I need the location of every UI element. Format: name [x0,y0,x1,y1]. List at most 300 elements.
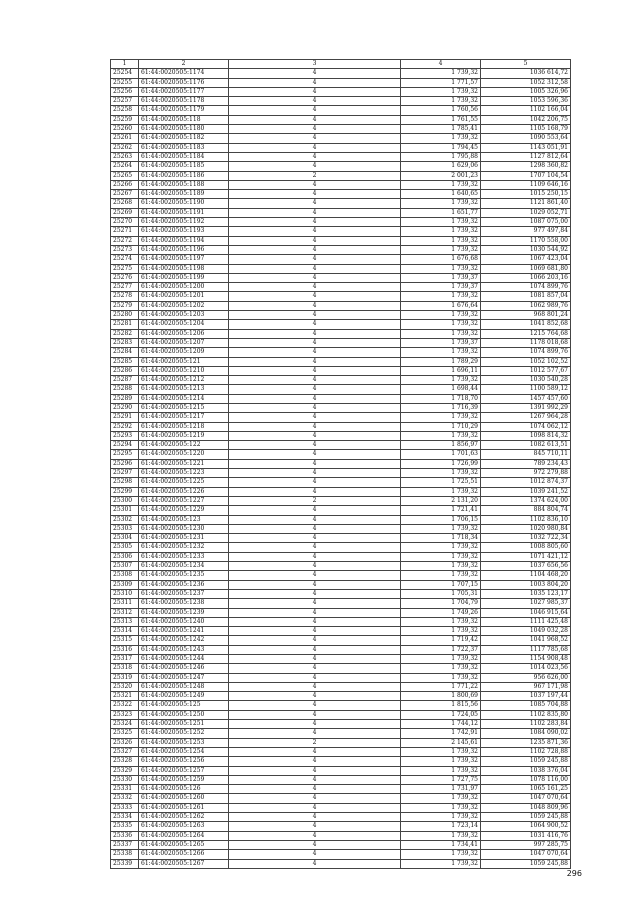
table-cell: 1 739,32 [401,431,481,440]
table-header-row [111,60,571,69]
table-row [111,245,571,254]
table-cell: 1035 123,17 [481,589,571,598]
table-cell: 4 [229,775,401,784]
table-cell: 4 [229,134,401,143]
table-cell: 1121 861,40 [481,199,571,208]
table-cell: 25276 [111,273,139,282]
table-cell: 61:44:0020505:1217 [139,413,229,422]
table-row [111,608,571,617]
table-cell: 1041 852,68 [481,320,571,329]
table-row [111,720,571,729]
table-cell: 1 719,42 [401,636,481,645]
table-cell: 1 739,32 [401,376,481,385]
table-row [111,218,571,227]
table-cell: 25313 [111,617,139,626]
table-cell: 61:44:0020505:1250 [139,710,229,719]
table-cell: 61:44:0020505:1246 [139,664,229,673]
table-cell: 4 [229,348,401,357]
table-cell: 4 [229,106,401,115]
table-cell: 4 [229,757,401,766]
table-cell: 61:44:0020505:1182 [139,134,229,143]
table-cell: 61:44:0020505:1232 [139,543,229,552]
table-cell: 1102 728,88 [481,747,571,756]
table-row [111,664,571,673]
table-cell: 25314 [111,627,139,636]
table-row [111,403,571,412]
table-cell: 25254 [111,69,139,78]
table-cell: 1100 589,12 [481,385,571,394]
table-cell: 61:44:0020505:1239 [139,608,229,617]
table-cell: 25278 [111,292,139,301]
table-cell: 1 739,37 [401,273,481,282]
table-row [111,487,571,496]
table-cell: 1 739,37 [401,338,481,347]
table-cell: 25322 [111,701,139,710]
table-cell: 4 [229,320,401,329]
table-cell: 61:44:0020505:1240 [139,617,229,626]
table-cell: 1047 070,64 [481,850,571,859]
table-row [111,747,571,756]
table-cell: 61:44:0020505:1188 [139,180,229,189]
table-row [111,589,571,598]
table-cell: 4 [229,813,401,822]
table-row [111,301,571,310]
table-cell: 4 [229,822,401,831]
table-cell: 1 739,32 [401,524,481,533]
table-cell: 4 [229,692,401,701]
table-cell: 1 696,11 [401,366,481,375]
table-cell: 61:44:0020505:1200 [139,283,229,292]
table-cell: 1066 203,16 [481,273,571,282]
table-cell: 25262 [111,143,139,152]
table-cell: 25316 [111,645,139,654]
table-cell: 61:44:0020505:1223 [139,469,229,478]
table-cell: 25332 [111,794,139,803]
table-cell: 61:44:0020505:118 [139,115,229,124]
table-row [111,283,571,292]
table-cell: 1090 553,64 [481,134,571,143]
table-cell: 25301 [111,506,139,515]
table-cell: 4 [229,403,401,412]
table-cell: 1 701,63 [401,450,481,459]
table-cell: 25308 [111,571,139,580]
table-cell: 4 [229,562,401,571]
table-cell: 61:44:0020505:1176 [139,78,229,87]
table-cell: 61:44:0020505:1251 [139,720,229,729]
table-cell: 1078 116,00 [481,775,571,784]
table-cell: 61:44:0020505:1248 [139,682,229,691]
table-cell: 61:44:0020505:1204 [139,320,229,329]
table-cell: 4 [229,218,401,227]
table-row [111,190,571,199]
table-cell: 2 [229,496,401,505]
table-cell: 61:44:0020505:1203 [139,311,229,320]
table-cell: 4 [229,478,401,487]
table-row [111,840,571,849]
table-cell: 25291 [111,413,139,422]
table-cell: 61:44:0020505:1256 [139,757,229,766]
table-cell: 4 [229,459,401,468]
table-cell: 61:44:0020505:1174 [139,69,229,78]
table-cell: 4 [229,338,401,347]
table-cell: 1074 899,76 [481,348,571,357]
table-cell: 25323 [111,710,139,719]
table-cell: 4 [229,273,401,282]
table-cell: 1104 468,20 [481,571,571,580]
table-cell: 61:44:0020505:1247 [139,673,229,682]
table-cell: 967 171,98 [481,682,571,691]
table-cell: 1037 656,56 [481,562,571,571]
table-cell: 1 856,97 [401,441,481,450]
table-cell: 1 795,88 [401,152,481,161]
table-cell: 1 739,32 [401,655,481,664]
table-cell: 4 [229,729,401,738]
table-cell: 61:44:0020505:1191 [139,208,229,217]
table-cell: 1029 052,71 [481,208,571,217]
table-cell: 4 [229,785,401,794]
table-cell: 4 [229,794,401,803]
table-cell: 4 [229,710,401,719]
table-row [111,524,571,533]
table-cell: 4 [229,803,401,812]
table-cell: 25312 [111,608,139,617]
table-cell: 1036 614,72 [481,69,571,78]
table-cell: 1102 283,84 [481,720,571,729]
table-cell: 1085 704,88 [481,701,571,710]
table-row [111,469,571,478]
table-row [111,348,571,357]
table-cell: 25296 [111,459,139,468]
table-cell: 1 739,32 [401,850,481,859]
table-row [111,255,571,264]
table-cell: 1 739,32 [401,766,481,775]
table-row [111,329,571,338]
table-row [111,292,571,301]
table-cell: 1038 376,04 [481,766,571,775]
table-cell: 4 [229,664,401,673]
table-cell: 1 718,70 [401,394,481,403]
table-cell: 1081 857,04 [481,292,571,301]
table-cell: 2 145,61 [401,738,481,747]
table-cell: 4 [229,357,401,366]
table-cell: 25289 [111,394,139,403]
table-row [111,766,571,775]
table-cell: 4 [229,850,401,859]
table-cell: 25298 [111,478,139,487]
table-cell: 61:44:0020505:1214 [139,394,229,403]
table-cell: 61:44:0020505:1260 [139,794,229,803]
table-cell: 1 739,32 [401,571,481,580]
table-cell: 25273 [111,245,139,254]
table-cell: 61:44:0020505:126 [139,785,229,794]
table-cell: 25324 [111,720,139,729]
table-cell: 25266 [111,180,139,189]
table-cell: 1 739,32 [401,227,481,236]
table-row [111,134,571,143]
table-row [111,599,571,608]
table-cell: 1 739,32 [401,292,481,301]
table-cell: 1008 805,60 [481,543,571,552]
table-cell: 1020 980,84 [481,524,571,533]
table-cell: 25315 [111,636,139,645]
table-row [111,236,571,245]
table-row [111,803,571,812]
table-cell: 25339 [111,859,139,868]
table-cell: 1 739,32 [401,813,481,822]
table-cell: 4 [229,701,401,710]
table-cell: 61:44:0020505:1257 [139,766,229,775]
table-row [111,180,571,189]
table-cell: 1 734,41 [401,840,481,849]
table-row [111,311,571,320]
table-cell: 2 [229,738,401,747]
table-cell: 1 742,91 [401,729,481,738]
table-cell: 1039 241,52 [481,487,571,496]
table-cell: 1178 018,68 [481,338,571,347]
table-cell: 4 [229,199,401,208]
table-cell: 1064 900,52 [481,822,571,831]
table-cell: 61:44:0020505:1186 [139,171,229,180]
table-cell: 884 804,74 [481,506,571,515]
table-cell: 61:44:0020505:1231 [139,534,229,543]
table-cell: 25287 [111,376,139,385]
table-cell: 1030 540,28 [481,376,571,385]
table-cell: 1 739,32 [401,236,481,245]
table-cell: 4 [229,599,401,608]
table-body [111,60,571,869]
table-row [111,357,571,366]
table-cell: 4 [229,469,401,478]
table-row [111,673,571,682]
table-cell: 1 676,64 [401,301,481,310]
table-cell: 1 676,68 [401,255,481,264]
table-cell: 25292 [111,422,139,431]
table-cell: 4 [229,441,401,450]
table-cell: 61:44:0020505:1177 [139,87,229,96]
table-cell: 61:44:0020505:1234 [139,562,229,571]
page-number: 296 [566,869,582,878]
table-cell: 997 285,75 [481,840,571,849]
data-table-container [110,59,570,869]
table-cell: 1003 804,20 [481,580,571,589]
table-cell: 25305 [111,543,139,552]
table-cell: 1 739,32 [401,218,481,227]
table-cell: 4 [229,152,401,161]
table-cell: 1 739,32 [401,552,481,561]
table-cell: 61:44:0020505:1253 [139,738,229,747]
table-cell: 61:44:0020505:1259 [139,775,229,784]
table-cell: 4 [229,115,401,124]
table-cell: 25270 [111,218,139,227]
table-cell: 25311 [111,599,139,608]
table-cell: 1 739,32 [401,617,481,626]
table-cell: 4 [229,301,401,310]
table-cell: 25282 [111,329,139,338]
table-cell: 1235 871,36 [481,738,571,747]
table-cell: 1105 168,79 [481,125,571,134]
table-row [111,171,571,180]
table-cell: 61:44:0020505:1199 [139,273,229,282]
table-cell: 61:44:0020505:1252 [139,729,229,738]
table-cell: 1 749,26 [401,608,481,617]
table-cell: 1 629,06 [401,162,481,171]
table-cell: 61:44:0020505:1193 [139,227,229,236]
table-row [111,543,571,552]
table-cell: 4 [229,311,401,320]
table-row [111,143,571,152]
table-cell: 25300 [111,496,139,505]
table-cell: 25304 [111,534,139,543]
table-cell: 1 698,44 [401,385,481,394]
table-cell: 4 [229,143,401,152]
table-cell: 1117 785,68 [481,645,571,654]
table-cell: 4 [229,385,401,394]
table-cell: 61:44:0020505:1266 [139,850,229,859]
table-cell: 4 [229,840,401,849]
table-cell: 61:44:0020505:1197 [139,255,229,264]
table-row [111,710,571,719]
table-cell: 25331 [111,785,139,794]
table-cell: 4 [229,571,401,580]
table-row [111,562,571,571]
table-cell: 4 [229,720,401,729]
table-cell: 1048 809,96 [481,803,571,812]
table-cell: 25277 [111,283,139,292]
table-cell: 4 [229,534,401,543]
table-cell: 1052 312,58 [481,78,571,87]
table-cell: 1707 104,54 [481,171,571,180]
table-cell: 25318 [111,664,139,673]
table-cell: 25302 [111,515,139,524]
table-cell: 1 739,32 [401,747,481,756]
table-cell: 1084 090,02 [481,729,571,738]
table-row [111,394,571,403]
table-cell: 25288 [111,385,139,394]
table-cell: 1 739,32 [401,329,481,338]
table-cell: 1 761,55 [401,115,481,124]
table-cell: 1098 814,32 [481,431,571,440]
table-cell: 4 [229,831,401,840]
table-cell: 25281 [111,320,139,329]
table-cell: 61:44:0020505:1230 [139,524,229,533]
table-row [111,78,571,87]
table-cell: 25317 [111,655,139,664]
table-cell: 1012 874,37 [481,478,571,487]
table-cell: 4 [229,608,401,617]
table-row [111,97,571,106]
table-row [111,162,571,171]
table-cell: 61:44:0020505:1192 [139,218,229,227]
table-cell: 25334 [111,813,139,822]
table-row [111,794,571,803]
table-cell: 61:44:0020505:1235 [139,571,229,580]
table-cell: 1053 596,36 [481,97,571,106]
table-cell: 4 [229,264,401,273]
table-cell: 25306 [111,552,139,561]
table-cell: 25295 [111,450,139,459]
table-row [111,859,571,868]
table-cell: 1 739,32 [401,320,481,329]
table-cell: 61:44:0020505:1184 [139,152,229,161]
table-cell: 4 [229,125,401,134]
table-cell: 1052 102,52 [481,357,571,366]
table-row [111,655,571,664]
table-cell: 61:44:0020505:1254 [139,747,229,756]
table-cell: 1 739,32 [401,311,481,320]
table-row [111,813,571,822]
table-cell: 1067 423,04 [481,255,571,264]
column-header: 1 [111,60,139,69]
table-cell: 61:44:0020505:122 [139,441,229,450]
table-cell: 61:44:0020505:123 [139,515,229,524]
table-cell: 25256 [111,87,139,96]
table-cell: 4 [229,645,401,654]
table-cell: 25285 [111,357,139,366]
table-cell: 25267 [111,190,139,199]
table-cell: 1062 989,76 [481,301,571,310]
table-cell: 1 739,32 [401,673,481,682]
table-row [111,682,571,691]
table-cell: 1 739,32 [401,543,481,552]
table-cell: 1 744,12 [401,720,481,729]
table-cell: 25290 [111,403,139,412]
table-row [111,496,571,505]
table-cell: 61:44:0020505:1196 [139,245,229,254]
table-row [111,701,571,710]
table-cell: 61:44:0020505:1267 [139,859,229,868]
table-cell: 1 739,32 [401,664,481,673]
table-cell: 4 [229,283,401,292]
table-row [111,729,571,738]
table-cell: 61:44:0020505:1262 [139,813,229,822]
table-cell: 1 785,41 [401,125,481,134]
table-cell: 61:44:0020505:1241 [139,627,229,636]
table-cell: 4 [229,655,401,664]
table-cell: 1 739,32 [401,794,481,803]
table-cell: 25297 [111,469,139,478]
table-row [111,515,571,524]
table-cell: 25336 [111,831,139,840]
table-cell: 25325 [111,729,139,738]
table-cell: 25268 [111,199,139,208]
table-cell: 4 [229,413,401,422]
table-cell: 61:44:0020505:1265 [139,840,229,849]
table-cell: 1 725,51 [401,478,481,487]
table-cell: 25275 [111,264,139,273]
table-cell: 4 [229,580,401,589]
table-cell: 25330 [111,775,139,784]
table-cell: 25279 [111,301,139,310]
table-cell: 1 651,77 [401,208,481,217]
table-row [111,617,571,626]
table-cell: 789 234,43 [481,459,571,468]
table-cell: 61:44:0020505:1233 [139,552,229,561]
table-cell: 1059 245,88 [481,859,571,868]
table-cell: 1031 416,76 [481,831,571,840]
table-cell: 1 789,29 [401,357,481,366]
table-cell: 25319 [111,673,139,682]
table-row [111,199,571,208]
table-cell: 4 [229,87,401,96]
table-cell: 1 739,32 [401,803,481,812]
table-cell: 1170 558,00 [481,236,571,245]
table-cell: 61:44:0020505:1180 [139,125,229,134]
table-cell: 61:44:0020505:1209 [139,348,229,357]
table-cell: 61:44:0020505:1194 [139,236,229,245]
table-cell: 25320 [111,682,139,691]
table-cell: 1457 457,60 [481,394,571,403]
table-row [111,376,571,385]
